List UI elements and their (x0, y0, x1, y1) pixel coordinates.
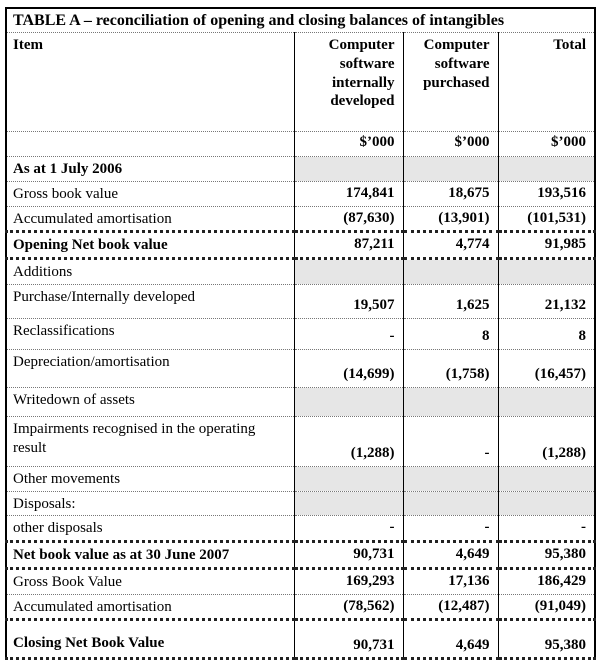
cell-value (294, 466, 403, 491)
row-label: Accumulated amortisation (6, 594, 294, 620)
table-row (6, 568, 595, 594)
cell-value: (14,699) (294, 349, 403, 387)
cell-value (403, 157, 498, 182)
cell-value (294, 387, 403, 416)
column-header-item: Item (6, 33, 294, 132)
table-row (6, 466, 595, 491)
table-row (6, 181, 595, 206)
cell-value (403, 466, 498, 491)
table-row (6, 157, 595, 182)
cell-value: - (498, 516, 595, 542)
cell-value: (12,487) (403, 594, 498, 620)
table-row (6, 232, 595, 259)
cell-value: (101,531) (498, 206, 595, 232)
table-row (6, 416, 595, 466)
cell-value: - (294, 318, 403, 349)
table-row (6, 349, 595, 387)
units-internally-developed: $’000 (294, 132, 403, 157)
cell-value: 4,649 (403, 620, 498, 659)
row-label: Accumulated amortisation (6, 206, 294, 232)
cell-value: 91,985 (498, 232, 595, 259)
cell-value (294, 259, 403, 285)
table-row (6, 387, 595, 416)
cell-value: 193,516 (498, 181, 595, 206)
cell-value: (91,049) (498, 594, 595, 620)
cell-value (403, 259, 498, 285)
cell-value: 4,649 (403, 542, 498, 569)
cell-value: (78,562) (294, 594, 403, 620)
row-label: Depreciation/amortisation (6, 349, 294, 387)
row-label: Additions (6, 259, 294, 285)
cell-value: (16,457) (498, 349, 595, 387)
row-label: Opening Net book value (6, 232, 294, 259)
row-label: Gross Book Value (6, 568, 294, 594)
table-row (6, 542, 595, 569)
row-label: Other movements (6, 466, 294, 491)
cell-value: - (294, 516, 403, 542)
cell-value: 90,731 (294, 620, 403, 659)
row-label: Writedown of assets (6, 387, 294, 416)
cell-value: 174,841 (294, 181, 403, 206)
cell-value: 4,774 (403, 232, 498, 259)
table-row (6, 284, 595, 318)
cell-value: (1,758) (403, 349, 498, 387)
cell-value (403, 387, 498, 416)
cell-value: - (403, 516, 498, 542)
table-row (6, 259, 595, 285)
cell-value: 169,293 (294, 568, 403, 594)
row-label: other disposals (6, 516, 294, 542)
row-label: Net book value as at 30 June 2007 (6, 542, 294, 569)
cell-value (294, 157, 403, 182)
cell-value: 87,211 (294, 232, 403, 259)
row-label: Disposals: (6, 491, 294, 516)
column-header-internally-developed: Computer software internally developed (294, 33, 403, 132)
cell-value (294, 491, 403, 516)
row-label: As at 1 July 2006 (6, 157, 294, 182)
cell-value: (1,288) (294, 416, 403, 466)
cell-value: 186,429 (498, 568, 595, 594)
table-title: TABLE A – reconciliation of opening and closing balances of intangibles (6, 8, 595, 33)
intangibles-reconciliation-table (5, 7, 596, 660)
cell-value (498, 491, 595, 516)
row-label: Purchase/Internally developed (6, 284, 294, 318)
cell-value: 95,380 (498, 620, 595, 659)
cell-value: - (403, 416, 498, 466)
column-header-total: Total (498, 33, 595, 132)
table-row (6, 206, 595, 232)
cell-value: (87,630) (294, 206, 403, 232)
table-title-row (6, 8, 595, 33)
cell-value: 19,507 (294, 284, 403, 318)
row-label: Reclassifications (6, 318, 294, 349)
row-label: Impairments recognised in the operating result (6, 416, 294, 466)
cell-value: 1,625 (403, 284, 498, 318)
table-row (6, 620, 595, 659)
cell-value (498, 466, 595, 491)
cell-value: (1,288) (498, 416, 595, 466)
units-purchased: $’000 (403, 132, 498, 157)
cell-value: 8 (498, 318, 595, 349)
column-header-purchased: Computer software purchased (403, 33, 498, 132)
cell-value: 95,380 (498, 542, 595, 569)
table-row (6, 491, 595, 516)
table-row (6, 318, 595, 349)
units-row (6, 132, 595, 157)
cell-value: (13,901) (403, 206, 498, 232)
cell-value: 18,675 (403, 181, 498, 206)
cell-value (498, 259, 595, 285)
table-row (6, 516, 595, 542)
cell-value (498, 157, 595, 182)
row-label: Closing Net Book Value (6, 620, 294, 659)
cell-value (403, 491, 498, 516)
units-blank-cell (6, 132, 294, 157)
cell-value: 90,731 (294, 542, 403, 569)
units-total: $’000 (498, 132, 595, 157)
table-row (6, 594, 595, 620)
table-header-row (6, 33, 595, 132)
cell-value: 21,132 (498, 284, 595, 318)
cell-value (498, 387, 595, 416)
cell-value: 8 (403, 318, 498, 349)
row-label: Gross book value (6, 181, 294, 206)
cell-value: 17,136 (403, 568, 498, 594)
